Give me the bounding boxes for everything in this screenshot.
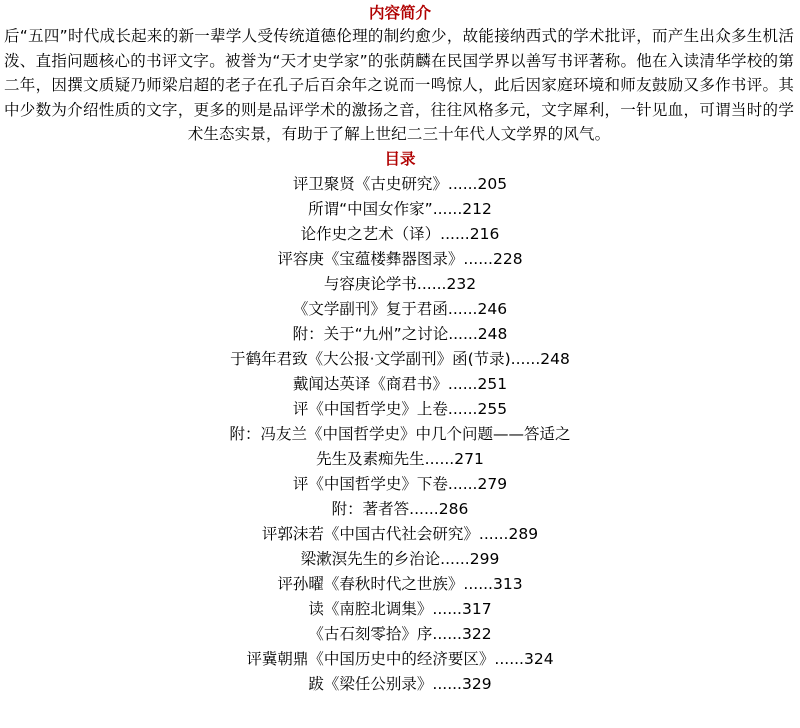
- toc-item: 与容庚论学书......232: [323, 274, 477, 293]
- toc-item: 论作史之艺术（译）......216: [300, 224, 500, 243]
- toc-item: 戴闻达英译《商君书》......251: [292, 374, 508, 393]
- toc-item: 梁漱溟先生的乡治论......299: [300, 549, 500, 568]
- toc-item: 《古石刻零拾》序......322: [308, 624, 492, 643]
- intro-heading: 内容简介: [368, 4, 431, 22]
- toc-item: 附：冯友兰《中国哲学史》中几个问题——答适之: [229, 424, 571, 443]
- table-of-contents: [0, 172, 800, 697]
- toc-item: 附：关于“九州”之讨论......248: [292, 324, 508, 343]
- toc-item: 于鹤年君致《大公报·文学副刊》函(节录)......248: [230, 349, 570, 368]
- toc-item: 评卫聚贤《古史研究》......205: [292, 174, 508, 193]
- toc-item: 评孙曜《春秋时代之世族》......313: [277, 574, 523, 593]
- toc-item: 评《中国哲学史》上卷......255: [292, 399, 508, 418]
- toc-item: 附：著者答......286: [331, 499, 469, 518]
- toc-item: 评冀朝鼎《中国历史中的经济要区》......324: [246, 649, 554, 668]
- toc-heading: 目录: [384, 149, 416, 168]
- toc-item: 评容庚《宝蕴楼彝器图录》......228: [277, 249, 523, 268]
- page: [0, 2, 800, 728]
- toc-item: 评郭沫若《中国古代社会研究》......289: [261, 524, 539, 543]
- toc-item: 跋《梁任公别录》......329: [308, 674, 492, 693]
- toc-item: 所谓“中国女作家”......212: [308, 199, 492, 218]
- toc-item: 先生及素痴先生......271: [316, 449, 484, 468]
- toc-item: 评《中国哲学史》下卷......279: [292, 474, 508, 493]
- intro-paragraph: 后“五四”时代成长起来的新一辈学人受传统道德伦理的制约愈少，故能接纳西式的学术批评，而产生出众多生机活泼、直指问题核心的书评文字。被誉为“天才史学家”的张荫麟在民国学界以善写书评著称。他在入读清华学校的第二年，因撰文质疑乃师梁启超的老子在孔子后百余年之说而一鸣惊人，此后因家庭环境和师友鼓励又多作书评。其中少数为介绍性质的文字，更多的则是品评学术的激扬之音，往往风格多元，文字犀利，一针见血，可谓当时的学术生态实景，有助于了解上世纪二三十年代人文学界的风气。: [4, 27, 794, 144]
- toc-item: 《文学副刊》复于君函......246: [292, 299, 508, 318]
- toc-item: 读《南腔北调集》......317: [308, 599, 492, 618]
